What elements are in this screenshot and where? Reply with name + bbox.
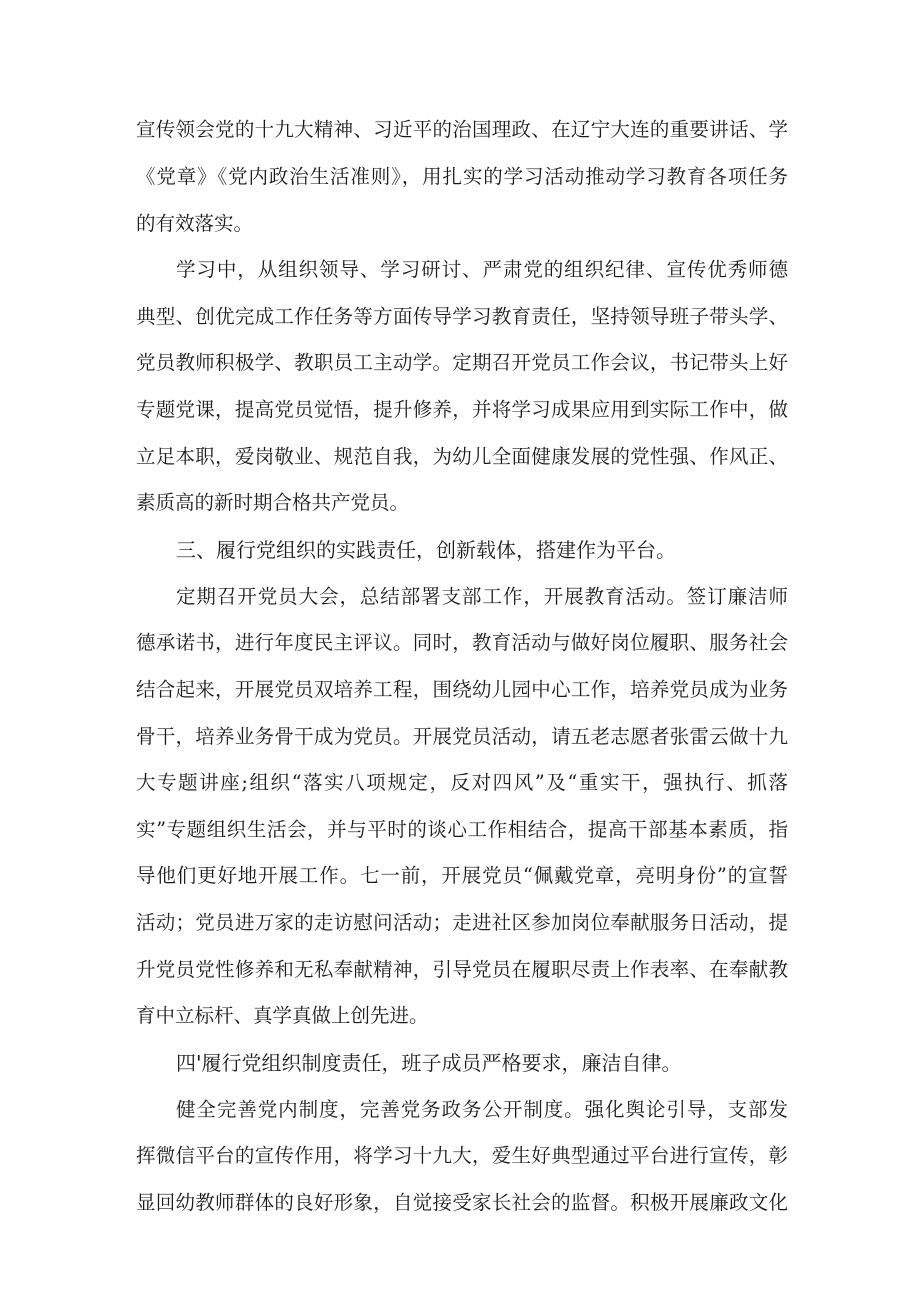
paragraph-2-line-6: 素质高的新时期合格共产党员。 (136, 491, 410, 514)
paragraph-3-line-5: 大专题讲座;组织“落实八项规定，反对四风”及“重实干，强执行、抓落 (136, 771, 788, 794)
paragraph-2-line-2: 典型、创优完成工作任务等方面传导学习教育责任，坚持领导班子带头学、 (136, 305, 788, 328)
paragraph-4-line-3: 显回幼教师群体的良好形象，自觉接受家长社会的监督。积极开展廉政文化 (136, 1191, 788, 1214)
paragraph-3-line-2: 德承诺书，进行年度民主评议。同时，教育活动与做好岗位履职、服务社会 (136, 631, 788, 654)
paragraph-2-line-3: 党员教师积极学、教职员工主动学。定期召开党员工作会议，书记带头上好 (136, 351, 788, 374)
paragraph-4-line-1: 健全完善党内制度，完善党务政务公开制度。强化舆论引导，支部发 (176, 1098, 788, 1121)
paragraph-3-line-1: 定期召开党员大会，总结部署支部工作，开展教育活动。签订廉洁师 (176, 585, 788, 608)
section-heading-3: 三、履行党组织的实践责任，创新载体，搭建作为平台。 (176, 538, 676, 562)
paragraph-3-line-7: 导他们更好地开展工作。七一前，开展党员“佩戴党章，亮明身份”的宣誓 (136, 864, 788, 887)
paragraph-3-line-10: 育中立标杆、真学真做上创先进。 (136, 1004, 429, 1027)
paragraph-1-line-2: 《党章》《党内政治生活准则》，用扎实的学习活动推动学习教育各项任务 (136, 165, 788, 188)
paragraph-3-line-9: 升党员党性修养和无私奉献精神，引导党员在履职尽责上作表率、在奉献教 (136, 958, 788, 981)
paragraph-3-line-8: 活动；党员进万家的走访慰问活动；走进社区参加岗位奉献服务日活动，提 (136, 911, 788, 934)
paragraph-2-line-5: 立足本职，爱岗敬业、规范自我，为幼儿全面健康发展的党性强、作风正、 (136, 445, 788, 468)
paragraph-1-line-1: 宣传领会党的十九大精神、习近平的治国理政、在辽宁大连的重要讲话、学 (136, 118, 788, 141)
paragraph-3-line-3: 结合起来，开展党员双培养工程，围绕幼儿园中心工作，培养党员成为业务 (136, 678, 788, 701)
paragraph-2-line-1: 学习中，从组织领导、学习研讨、严肃党的组织纪律、宣传优秀师德 (176, 258, 788, 281)
section-heading-4: 四'履行党组织制度责任，班子成员严格要求，廉洁自律。 (176, 1051, 682, 1075)
paragraph-3-line-4: 骨干，培养业务骨干成为党员。开展党员活动，请五老志愿者张雷云做十九 (136, 725, 788, 748)
paragraph-3-line-6: 实”专题组织生活会，并与平时的谈心工作相结合，提高干部基本素质，指 (136, 818, 788, 841)
paragraph-2-line-4: 专题党课，提高党员觉悟，提升修养，并将学习成果应用到实际工作中，做 (136, 398, 788, 421)
paragraph-4-line-2: 挥微信平台的宣传作用，将学习十九大，爱生好典型通过平台进行宣传，彰 (136, 1144, 788, 1167)
paragraph-1-line-3: 的有效落实。 (136, 212, 254, 235)
